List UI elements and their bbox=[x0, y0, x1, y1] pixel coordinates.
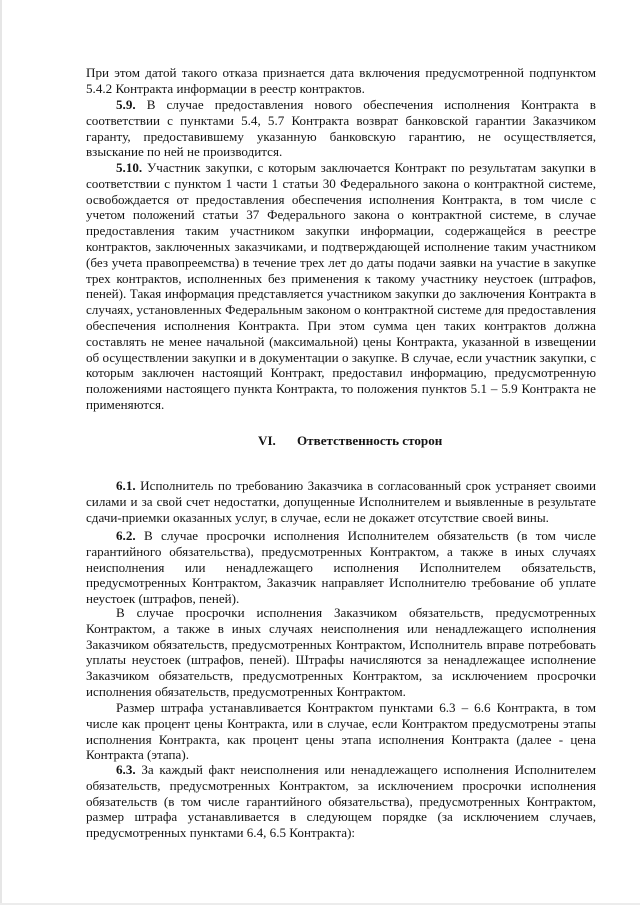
paragraph-6-1-text: Исполнитель по требованию Заказчика в согласованный срок устраняет своими силами и за свой счет недостатки, допущенные Исполнителем и выявленные в результате сдачи-приемки оказанных услуг, в случае, если не докажет отсутствие своей вины. bbox=[86, 478, 596, 525]
clause-number-6-2: 6.2. bbox=[116, 528, 136, 543]
paragraph-intro bbox=[86, 65, 596, 97]
clause-number-5-9: 5.9. bbox=[116, 97, 136, 112]
paragraph-5-10-text: Участник закупки, с которым заключается Контракт по результатам закупки в соответствии с пунктом 1 части 1 статьи 30 Федерального закона о контрактной системе, освобождается от предоставления обеспечения исполнения Контракта, в том числе с учетом положений статьи 37 Федерального закона о контрактной системе, в случае предоставления таким участником закупки информации, содержащейся в реестре контрактов, заключенных заказчиками, и подтверждающей исполнение таким участником (без учета правопреемства) в течение трех лет до даты подачи заявки на участие в закупке трех контрактов, исполненных без применения к такому участнику неустоек (штрафов, пеней). Такая информация представляется участником закупки до заключения Контракта в случаях, установленных Федеральным законом о контрактной системе для предоставления обеспечения исполнения Контракта. При этом сумма цен таких контрактов должна составлять не менее начальной (максимальной) цены Контракта, указанной в извещении об осуществлении закупки и в документации о закупке. В случае, если участник закупки, с которым заключен настоящий Контракт, предоставил информацию, предусмотренную положениями настоящего пункта Контракта, то положения пунктов 5.1 – 5.9 Контракта не применяются. bbox=[86, 160, 596, 412]
clause-number-6-3: 6.3. bbox=[116, 762, 136, 777]
section-number: VI. bbox=[258, 433, 276, 448]
paragraph-6-3-text: За каждый факт неисполнения или ненадлежащего исполнения Исполнителем обязательств, предусмотренных Контрактом, за исключением просрочки исполнения обязательств (в том числе гарантийного обязательства), предусмотренных Контрактом, размер штрафа устанавливается в следующем порядке (за исключением случаев, предусмотренных пунктами 6.4, 6.5 Контракта): bbox=[86, 762, 596, 841]
scan-edge-left bbox=[0, 0, 2, 905]
clause-number-5-10: 5.10. bbox=[116, 160, 143, 175]
paragraph-6-2-customer-text: В случае просрочки исполнения Заказчиком обязательств, предусмотренных Контрактом, а также в иных случаях неисполнения или ненадлежащего исполнения Заказчиком обязательств, предусмотренных Контрактом, Исполнитель вправе потребовать уплаты неустоек (штрафов, пеней). Штрафы начисляются за ненадлежащее исполнение Заказчиком обязательств, предусмотренных Контрактом, за исключением просрочки исполнения обязательств, предусмотренных Контрактом. bbox=[86, 605, 596, 699]
paragraph-6-2-customer bbox=[86, 605, 596, 700]
paragraph-6-2-fine-size bbox=[86, 700, 596, 763]
paragraph-6-2-text: В случае просрочки исполнения Исполнителем обязательств (в том числе гарантийного обязательства), предусмотренных Контрактом, а также в иных случаях неисполнения или ненадлежащего исполнения Исполнителем обязательств, предусмотренных Контрактом, Заказчик направляет Исполнителю требование об уплате неустоек (штрафов, пеней). bbox=[86, 528, 596, 607]
paragraph-6-3 bbox=[86, 762, 596, 841]
paragraph-intro-text: При этом датой такого отказа признается дата включения предусмотренной подпунктом 5.4.2 Контракта информации в реестр контрактов. bbox=[86, 65, 596, 96]
paragraph-5-9 bbox=[86, 97, 596, 160]
paragraph-5-10 bbox=[86, 160, 596, 413]
paragraph-6-2-fine-size-text: Размер штрафа устанавливается Контрактом пунктами 6.3 – 6.6 Контракта, в том числе как процент цены Контракта, или в случае, если Контрактом предусмотрены этапы исполнения Контракта, как процент цены этапа исполнения Контракта (далее - цена Контракта (этапа). bbox=[86, 700, 596, 763]
clause-number-6-1: 6.1. bbox=[116, 478, 136, 493]
paragraph-6-1 bbox=[86, 478, 596, 525]
paragraph-6-2 bbox=[86, 528, 596, 607]
section-title: Ответственность сторон bbox=[297, 433, 443, 448]
paragraph-5-9-text: В случае предоставления нового обеспечения исполнения Контракта в соответствии с пунктами 5.4, 5.7 Контракта возврат банковской гарантии Заказчиком гаранту, предоставившему указанную банковскую гарантию, не осуществляется, взыскание по ней не производится. bbox=[86, 97, 596, 160]
